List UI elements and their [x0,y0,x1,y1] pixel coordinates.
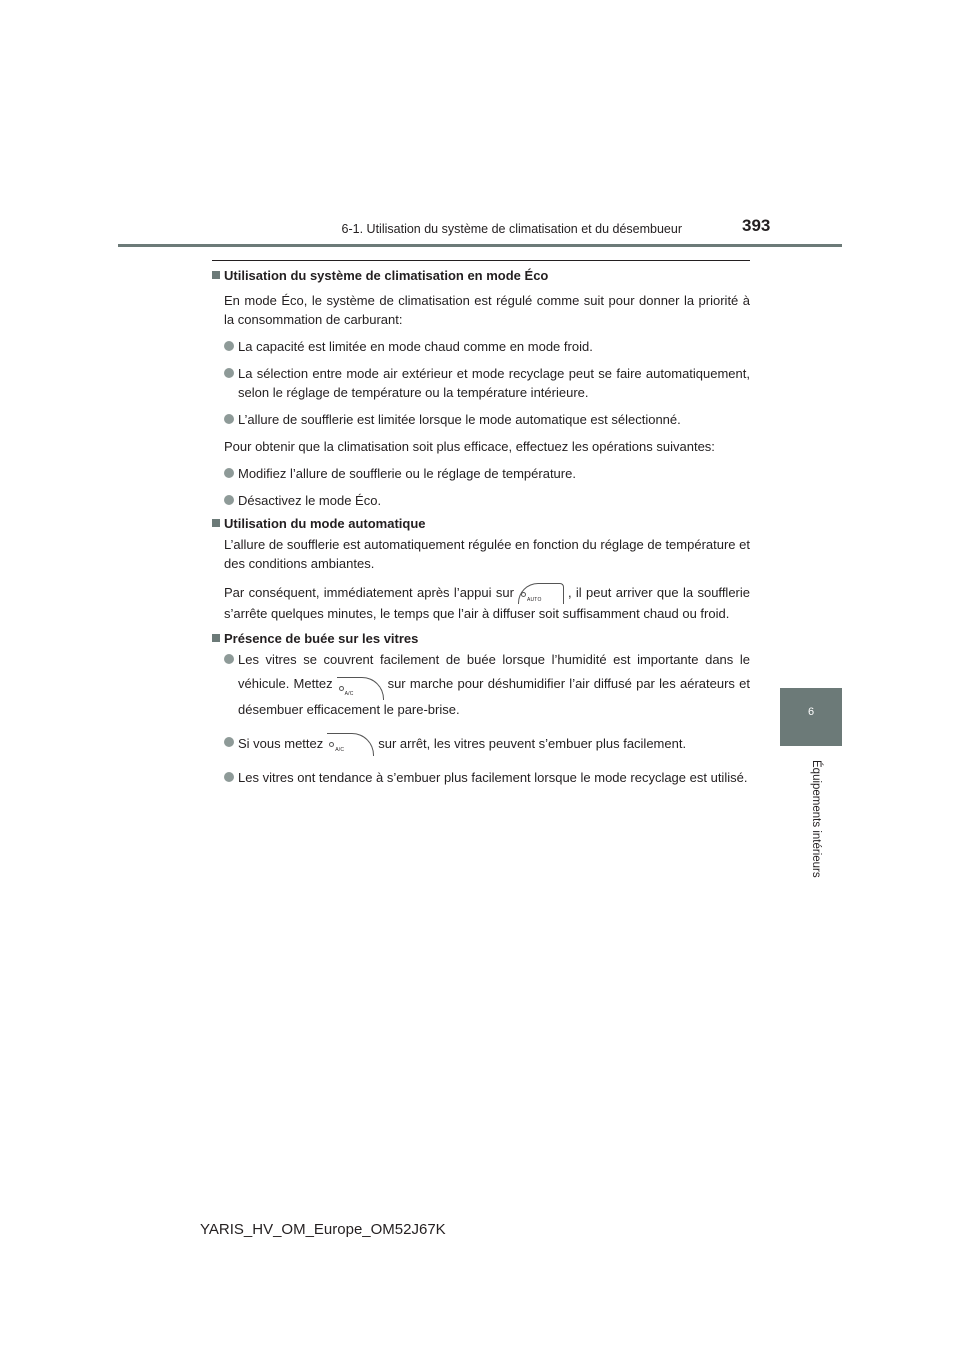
fog-bullet-3-text: Les vitres ont tendance à s’embuer plus facilement lorsque le mode recyclage est utilisé. [238,770,748,786]
square-bullet-icon [212,271,220,279]
fog-bullet-1-before: Les vitres se couvrent facilement de buée lorsque l’humidité est importante dans le véhicule. Mettez [238,652,750,691]
ac-button-label: A/C [335,747,345,754]
eco-bullet-1-text: La capacité est limitée en mode chaud comme en mode froid. [238,339,593,354]
section-eco-title: Utilisation du système de climatisation en mode Éco [224,268,549,283]
round-bullet-icon [224,737,234,747]
chapter-number: 6 [807,706,815,718]
header-rule [118,244,842,247]
auto-para-1: L’allure de soufflerie est automatiquement régulée en fonction du réglage de température et des conditions ambiantes. [224,537,750,571]
eco-bullet-4-text: Modifiez l’allure de soufflerie ou le réglage de température. [238,466,576,481]
round-bullet-icon [224,772,234,782]
round-bullet-icon [224,495,234,505]
round-bullet-icon [224,414,234,424]
eco-intro: En mode Éco, le système de climatisation est régulé comme suit pour donner la priorité à la consommation de carburant: [224,293,750,327]
eco-bullet-3-text: L’allure de soufflerie est limitée lorsque le mode automatique est sélectionné. [238,412,681,427]
eco-bullet-3 [212,410,750,429]
led-indicator-icon [329,742,334,747]
chapter-label: Équipements intérieurs [810,760,822,878]
fog-bullet-1 [212,650,750,719]
ac-button-icon [327,733,374,756]
section-eco [212,266,750,510]
eco-bullet-2-text: La sélection entre mode air extérieur et mode recyclage peut se faire automatiquement, selon le réglage de température ou la température intérieure. [238,366,750,400]
led-indicator-icon [521,592,526,597]
section-fog [212,629,750,787]
section-auto [212,514,750,623]
square-bullet-icon [212,519,220,527]
section-auto-title: Utilisation du mode automatique [224,516,426,531]
chapter-tab [780,688,842,746]
fog-bullet-2-before: Si vous mettez [238,736,324,751]
round-bullet-icon [224,341,234,351]
fog-bullet-3 [212,768,750,787]
footer-text: YARIS_HV_OM_Europe_OM52J67K [200,1221,446,1238]
section-fog-heading [212,629,750,648]
page-number: 393 [742,216,771,235]
content-rule [212,260,750,261]
section-fog-title: Présence de buée sur les vitres [224,631,419,647]
auto-para-2-before: Par conséquent, immédiatement après l’appui sur [224,585,514,600]
fog-bullet-1-after: sur marche pour déshumidifier l’air diffusé par les aérateurs et désembuer efficacement le pare-brise. [238,676,750,718]
eco-para-2: Pour obtenir que la climatisation soit plus efficace, effectuez les opérations suivantes: [224,439,715,454]
auto-para-2 [212,583,750,623]
section-auto-heading [212,514,750,533]
round-bullet-icon [224,468,234,478]
eco-bullet-4 [212,464,750,483]
auto-button-icon [518,583,564,604]
fog-bullet-2 [212,733,750,756]
round-bullet-icon [224,654,234,664]
eco-bullet-5-text: Désactivez le mode Éco. [238,493,382,508]
page-content [212,266,750,787]
eco-bullet-1 [212,337,750,356]
ac-button-icon [337,677,384,700]
section-eco-heading [212,266,750,285]
auto-para-2-after: , il peut arriver que la soufflerie s’arrête quelques minutes, le temps que l’air à diffuser soit suffisamment chaud ou froid. [224,585,750,622]
led-indicator-icon [339,686,344,691]
round-bullet-icon [224,368,234,378]
auto-button-label: AUTO [526,597,542,604]
header-title: 6-1. Utilisation du système de climatisation et du désembueur [341,222,682,236]
eco-bullet-5 [212,491,750,510]
fog-bullet-2-after: sur arrêt, les vitres peuvent s’embuer plus facilement. [378,736,687,751]
eco-bullet-2 [212,364,750,402]
square-bullet-icon [212,634,220,642]
ac-button-label: A/C [344,691,354,698]
